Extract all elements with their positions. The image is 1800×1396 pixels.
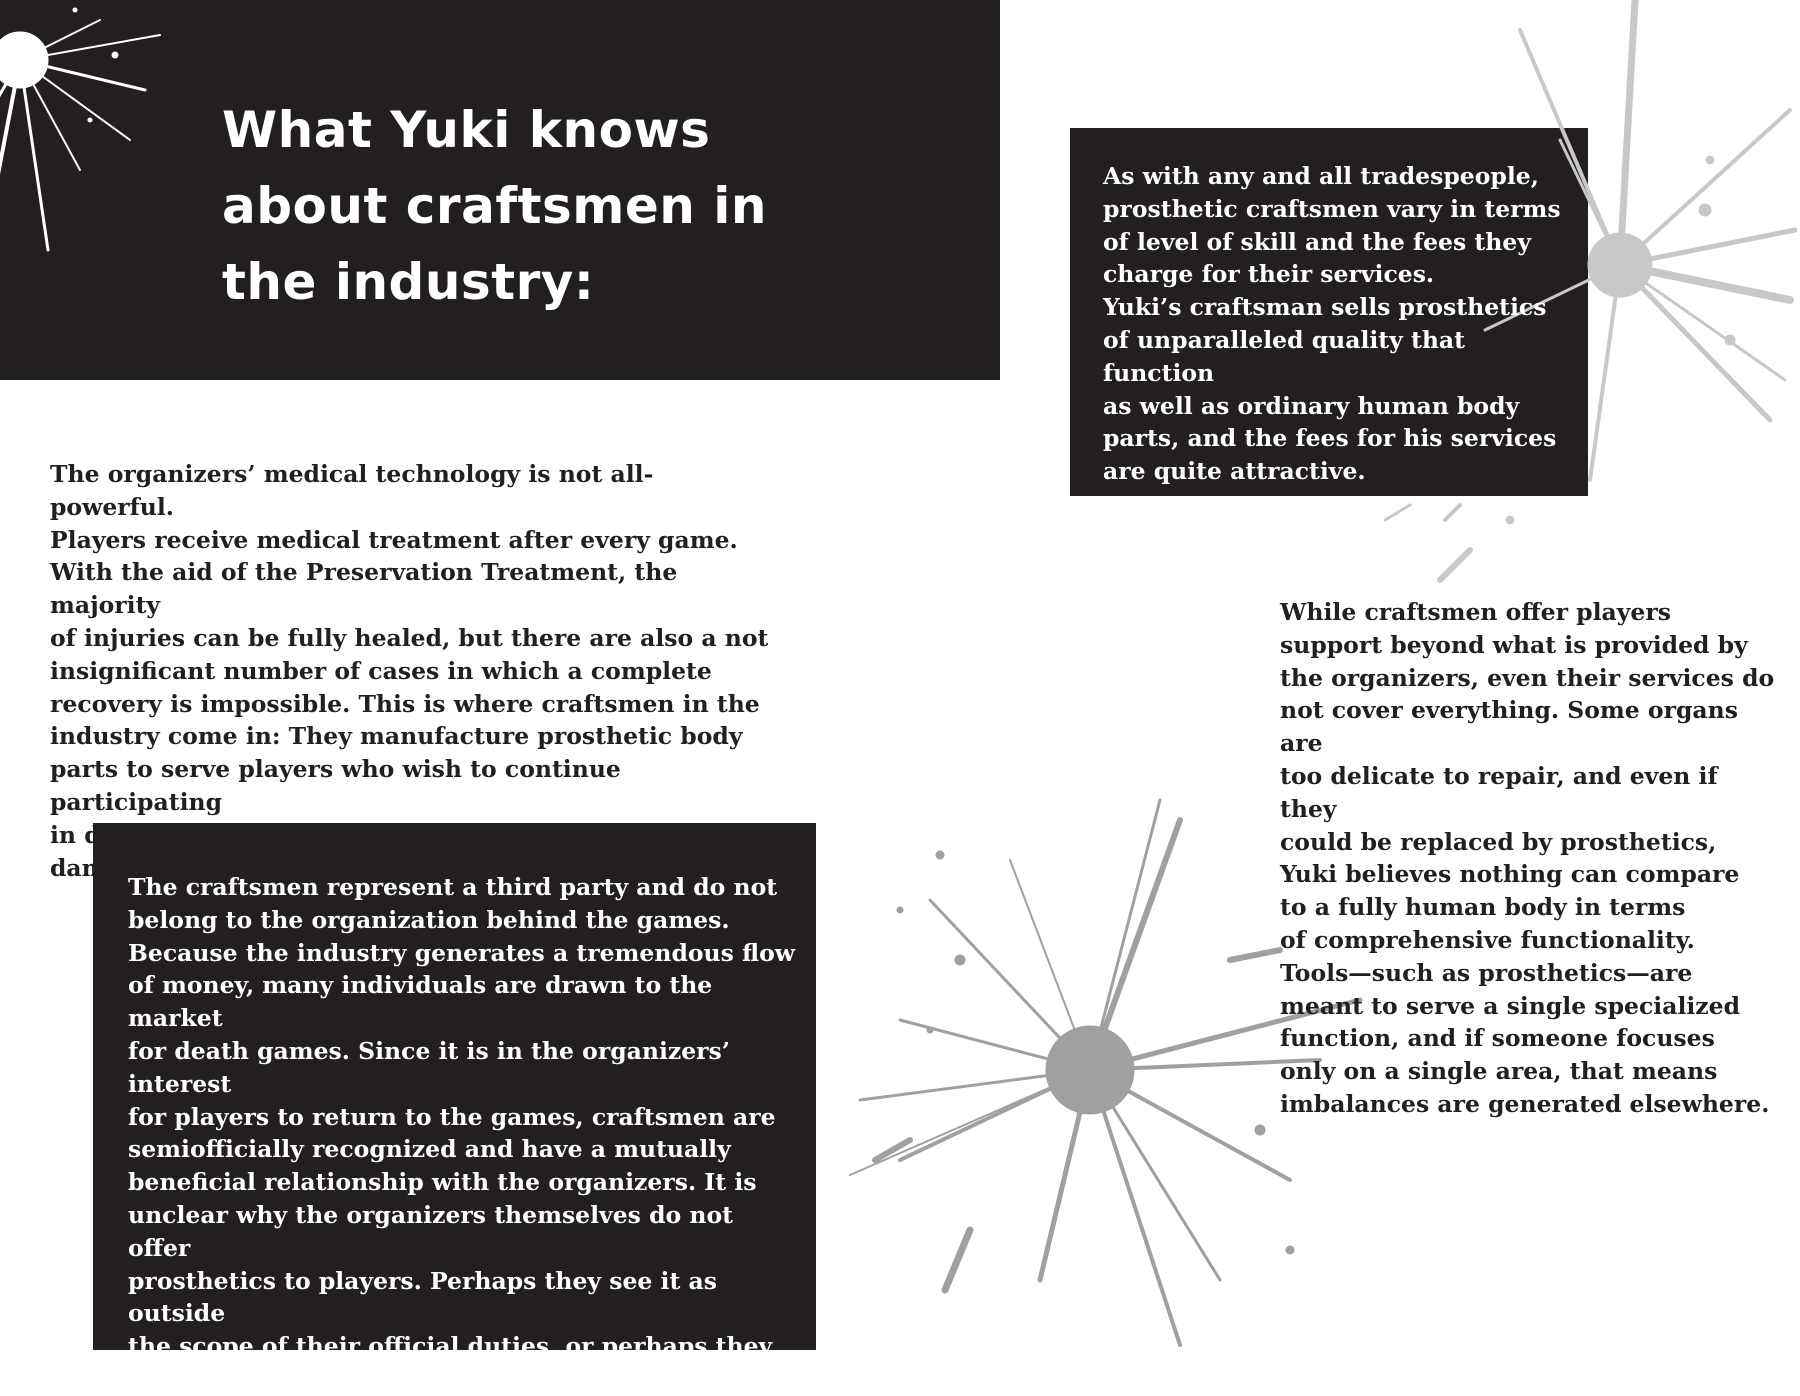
paragraph-third-party: The craftsmen represent a third party and do not belong to the organization behind the games. Because the industry generates a tremendous flow of money, many individuals are drawn to the market for death games. Since it is in the organizers’ interest for players to return to the games, craftsmen are semiofficially recognized and have a mutually beneficial relationship with the organizers. It is unclear why the organizers themselves do not offer prosthetics to players. Perhaps they see it as outside the scope of their official duties, or perhaps they believe it best to leave it up to the free market. [128,873,796,1393]
paragraph-medical-technology: The organizers’ medical technology is not all-powerful. Players receive medical treatment after every game. With the aid of the Preservation Treatment, the majority of injuries can be fully healed, but there are also a not insignificant number of cases in which a complete recovery is impossible. This is where craftsmen in the industry come in: They manufacture prosthetic body parts to serve players who wish to continue participating in death games despite having sustained irreversible damage. [50,460,769,882]
paragraph-limits-of-prosthetics: While craftsmen offer players support beyond what is provided by the organizers, even their services do not cover everything. Some organs are too delicate to repair, and even if they could be replaced by prosthetics, Yuki believes nothing can compare to a fully human body in terms of comprehensive functionality. Tools—such as prosthetics—are meant to serve a single specialized function, and if someone focuses only on a single area, that means imbalances are generated elsewhere. [1280,598,1775,1118]
splatter-top-left [0,0,180,260]
page-title: What Yuki knows about craftsmen in the industry: [222,101,767,311]
paragraph-skill-and-fees: As with any and all tradespeople, prosthetic craftsmen vary in terms of level of skill and the fees they charge for their services. Yuki’s craftsman sells prosthetics of unparalleled quality that function as well as ordinary human body parts, and the fees for his services are quite attractive. [1103,162,1561,486]
